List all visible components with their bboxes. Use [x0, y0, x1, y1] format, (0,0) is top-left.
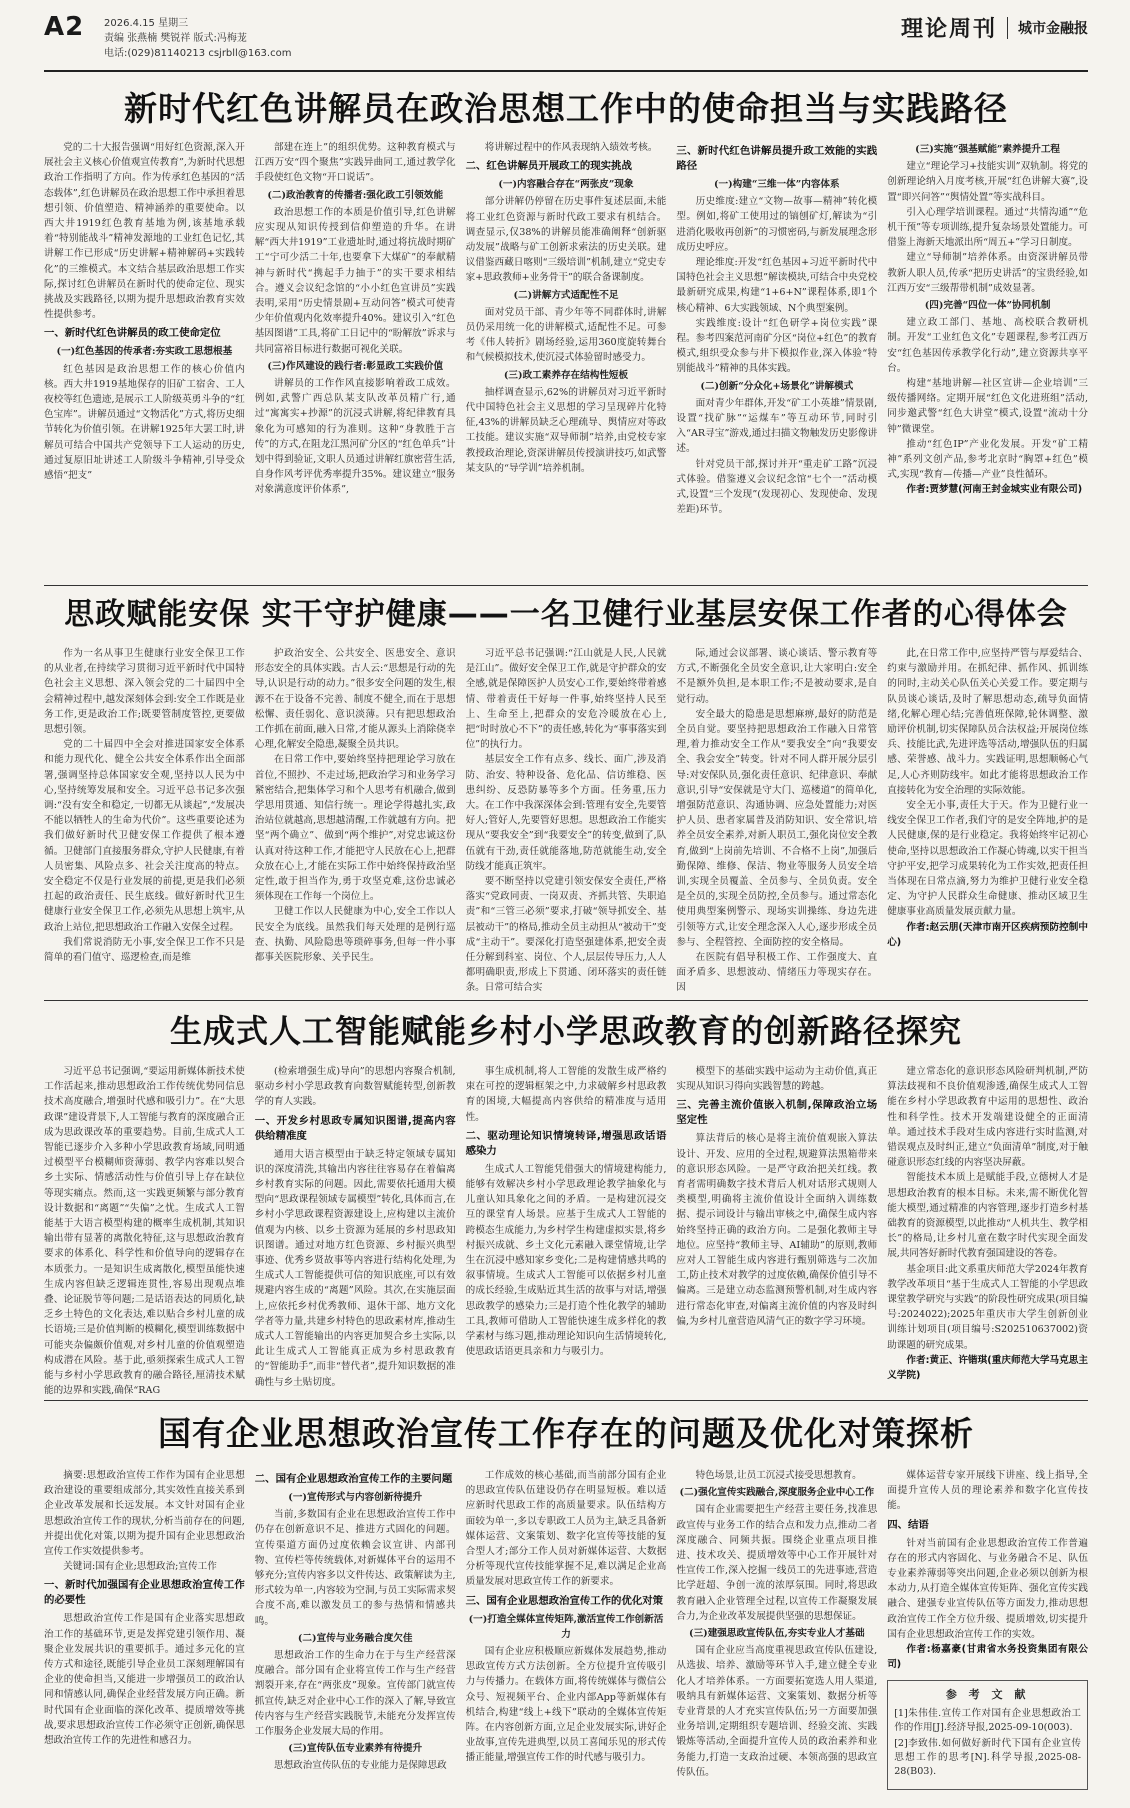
text-column [676, 646, 877, 996]
paragraph: 此,在日常工作中,应坚持严管与厚爱结合、约束与激励并用。在抓纪律、抓作风、抓训练的同时,主动关心队伍关心关爱工作。要定期与队员谈心谈话,及时了解思想动态,疏导负面情绪,化解心理心结;完善值班保障,轮休调整、激励评价机制,切实保障队员合法权益;开展岗位练兵、技能比武,先进评选等活动,增强队伍的归属感、荣誉感、战斗力。实践证明,思想顺畅心气足,人心齐则防线牢。如此才能将思想政治工作直接转化为安全治理的实际效能。 [887, 648, 1088, 796]
subsection-heading: (四)完善“四位一体”协同机制 [924, 300, 1051, 312]
page-header [44, 0, 1088, 72]
subsection-heading: (二)讲解方式适配性不足 [513, 289, 619, 301]
subsection-heading: (二)强化宣传实践融合,深度服务企业中心工作 [679, 1487, 875, 1499]
text-column [255, 1064, 456, 1398]
text-column [676, 1064, 877, 1398]
paragraph: 面对党员干部、青少年等不同群体时,讲解员仍采用统一化的讲解模式,适配性不足。可参考《伟人转折》剧场经验,运用360度旋转舞台和气候模拟技术,使沉浸式体验留时感受力。 [465, 306, 667, 364]
paragraph: 工作成效的核心基础,而当前部分国有企业的思政宣传队伍建设仍存在明显短板。难以适应新时代思政工作的高质量要求。队伍结构方面较为单一,多以专职政工人员为主,缺乏具备新媒体运营、文案策划、数字化宣传等技能的复合型人才;部分工作人员对新媒体运营、大数据分析等现代宣传技能掌握不足,难以满足企业高质量发展对思政宣传工作的新要求。 [465, 1470, 667, 1588]
subsection-heading: (三)建强思政宣传队伍,夯实专业人才基础 [689, 1628, 865, 1640]
subsection-heading: (一)红色基因的传承者:夯实政工思想根基 [56, 346, 233, 358]
text-column [676, 140, 877, 566]
text-column [44, 646, 245, 996]
section-heading: 二、红色讲解员开展政工的现实挑战 [465, 160, 632, 173]
contact-line: 电话:(029)81140213 csjrbll@163.com [104, 48, 292, 59]
author-line: 作者:贾梦慧(河南王封金城实业有限公司) [906, 484, 1083, 496]
text-column [676, 1468, 877, 1794]
article-security [44, 592, 1088, 992]
paragraph: 面对青少年群体,开发“矿工小英雄”情景剧,设置“找矿脉”“运煤车”等互动环节,同时引入“AR寻宝”游戏,通过扫描文物触发历史影像讲述。 [676, 397, 878, 455]
paragraph: 历史维度:建立“文物—故事—精神”转化模型。例如,将矿工使用过的镐刨矿灯,解读为“引进消化吸收再创新”的习惯密码,与新发展理念形成历史呼应。 [676, 196, 878, 253]
article-headline: 国有企业思想政治宣传工作存在的问题及优化对策探析 [158, 1414, 974, 1453]
subsection-heading: (一)宣传形式与内容创新待提升 [288, 1492, 423, 1503]
section-divider [44, 1400, 1088, 1401]
section-heading: 二、国有企业思想政治宣传工作的主要问题 [254, 1473, 453, 1485]
article-soe-propaganda [44, 1408, 1088, 1800]
article-headline: 思政赋能安保 实干守护健康——一名卫健行业基层安保工作者的心得体会 [64, 597, 1068, 632]
subsection-heading: (三)宣传队伍专业素养有待提升 [288, 1743, 423, 1755]
paragraph: 思想政治工作的生命力在于与生产经营深度融合。部分国有企业将宣传工作与生产经营割裂开来,存在“两张皮”现象。宣传部门就宣传抓宣传,缺乏对企业中心工作的深入了解,导致宣传内容与生产经营实践脱节,未能充分发挥宣传工作服务企业发展大局的作用。 [254, 1650, 456, 1738]
paragraph: 引入心理学培训课程。通过“共情沟通”“危机干预”等专项训练,提升复杂场景处置能力。可借鉴上海新天地派出所“周五+”学习日制度。 [887, 206, 1088, 249]
paragraph: 针对当前国有企业思想政治宣传工作普遍存在的形式内容固化、与业务融合不足、队伍专业素养薄弱等突出问题,企业必须以创新为根本动力,从打造全媒体宣传矩阵、强化宣传实践融合、建强专业宣传队伍等方面发力,推动思想政治宣传工作全方位升级、提质增效,切实提升国有企业思想政治宣传工作的实效。 [887, 1537, 1088, 1640]
paragraph: 部建在连上”的组织优势。这种教育模式与江西万安“四个聚焦”实践异曲同工,通过教学化手段使红色文物“开口说话”。 [254, 142, 456, 184]
brand-divider [1007, 17, 1008, 39]
paragraph: 政治思想工作的本质是价值引导,红色讲解应实现从知识传授到信仰塑造的升华。在讲解“西大井1919”工业遗址时,通过将抗战时期矿工“宁可少活二十年,也要拿下大煤矿”的奉献精神与新时代“携起手力抽于”的实干要求相结合。遵义会议纪念馆的“小小红色宣讲员”实践表明,采用“历史情景剧+互动问答”模式可使青少年价值观内化效率提升40%。建议引入“红色基因图谱”工具,将矿工日记中的“盼解放”诉求与共同富裕目标进行数据可视化关联。 [254, 206, 456, 355]
date-line: 2026.4.15 星期三 [104, 18, 189, 29]
section-heading: 四、结语 [887, 1518, 929, 1531]
paragraph: 将讲解过程中的作风表现纳入绩效考核。 [484, 142, 658, 153]
text-column [44, 140, 245, 566]
paragraph: 党的二十大报告强调“用好红色资源,深入开展社会主义核心价值观宣传教育”,为新时代思想政治工作指明了方向。作为传承红色基因的“活态载体”,红色讲解员在政治思想工作中承担着思想引领、价值塑造、精神涵养的重要使命。以西大井1919红色教育基地为例,该基地承载着“特别能战斗”精神发源地的工业红色记忆,其讲解工作已形成“历史讲解+精神解码+实践转化”的三维模式。本文结合基层政治思想工作实际,探讨红色讲解员在新时代的使命定位、现实挑战及实践路径,以期为提升思想政治教育实效性提供参考。 [44, 142, 245, 321]
paragraph: 媒体运营专家开展线下讲座、线上指导,全面提升宣传人员的理论素养和数字化宣传技能。 [887, 1470, 1088, 1512]
text-column [466, 1064, 667, 1398]
text-column [887, 646, 1088, 996]
abstract: 摘要:思想政治宣传工作作为国有企业思想政治建设的重要组成部分,其实效性直接关系到企业改革发展和长远发展。本文针对国有企业思想政治宣传工作的现状,分析当前存在的问题,并提出优化对策,以期为提升国有企业思想政治宣传工作实效提供参考。 [44, 1470, 245, 1558]
subsection-heading: (三)实施“强基赋能”素养提升工程 [915, 144, 1061, 155]
paragraph: 国有企业应当高度重视思政宣传队伍建设,从选拔、培养、激励等环节入手,建立健全专业化人才培养体系。一方面要拓宽选人用人渠道,吸纳具有新媒体运营、文案策划、数据分析等专业背景的人才充实宣传队伍;另一方面要加强业务培训,定期组织专题培训、经验交流、实践锻炼等活动,全面提升宣传人员的政治素养和业务能力,打造一支政治过硬、本领高强的思政宣传队伍。 [676, 1645, 878, 1778]
author-line: 作者:赵云朋(天津市南开区疾病预防控制中心) [887, 921, 1088, 948]
paragraph: 抽样调查显示,62%的讲解员对习近平新时代中国特色社会主义思想的学习呈现碎片化特征,43%的讲解员缺乏心理疏导、舆情应对等政工技能。建议实施“双导师制”培养,由党校专家教授政治理论,资深讲解员传授演讲技巧,如武警某支队的“导学训”培养机制。 [465, 386, 667, 474]
paragraph: 建立“导师制”培养体系。由资深讲解员带教新人职人员,传承“把历史讲活”的宝贵经验,如江西万安“三级帮带机制”成效显著。 [887, 252, 1088, 294]
subsection-heading: (一)构建“三维一体”内容体系 [713, 179, 840, 190]
paragraph: 理论维度:开发“红色基因+习近平新时代中国特色社会主义思想”解读模块,可结合中央党校最新研究成果,构建“1+6+N”课程体系,即1个核心精神、6大实践领域、N个典型案例。 [676, 257, 878, 314]
paragraph: 际,通过会议部署、谈心谈话、警示教育等方式,不断强化全员安全意识,让大家明白:安全不是额外负担,是本职工作;不是被动要求,是自觉行动。 [676, 648, 878, 705]
text-column [887, 1468, 1088, 1794]
text-column [255, 140, 456, 566]
author-line: 作者:黄正、许锴琪(重庆师范大学马克思主义学院) [887, 1354, 1088, 1382]
paragraph: 建立“理论学习+技能实训”双轨制。将党的创新理论纳入月度考核,开展“红色讲解大赛”,设置“即兴问答”“舆情处置”等实战科目。 [887, 161, 1088, 203]
paragraph: 智能技术本质上是赋能手段,立德树人才是思想政治教育的根本目标。未来,需不断优化智能大模型,通过精准的内容管理,逐步打造乡村基础教育的资源模型,以此推动“人机共生、教学相长”的格局,让乡村儿童在数字时代实现全面发展,共同答好新时代教育强国建设的答卷。 [887, 1172, 1088, 1260]
paragraph: 建立常态化的意识形态风险研判机制,严防算法歧视和不良价值观渗透,确保生成式人工智能在乡村小学思政教育中运用的思想性、政治性和科学性。技术开发端建设健全的正面清单。通过技术手段对生成内容进行实时监测,对错误观点及时纠正,建立“负面清单”制度,对于触碰意识形态红线的内容坚决屏蔽。 [887, 1066, 1088, 1169]
paragraph: 思想政治宣传工作是国有企业落实思想政治工作的基础环节,更是发挥党建引领作用、凝聚企业发展共识的重要抓手。通过多元化的宣传方式和途径,既能引导企业员工深刻理解国有企业的使命担当,又能进一步增强员工的政治认同和情感认同,确保企业经营发展方向正确。新时代国有企业面临的深化改革、提质增效等挑战,要求思想政治宣传工作必须守正创新,确保思想政治宣传工作的先进性和感召力。 [44, 1613, 245, 1747]
section-heading: 三、国有企业思想政治宣传工作的优化对策 [465, 1594, 664, 1607]
subsection-heading: (二)创新“分众化+场景化”讲解模式 [700, 380, 854, 392]
paragraph: 习近平总书记强调:“江山就是人民,人民就是江山”。做好安全保卫工作,就是守护群众的安全感,就是保障医护人员安心工作,要始终带着感情、带着责任干好每一件事,始终坚持人民至上、生命至上,把群众的安危冷暖放在心上,把“时时放心不下”的责任感,转化为“事事落实到位”的执行力。 [465, 648, 667, 751]
page-number: A2 [44, 12, 85, 42]
article-ai-education [44, 1006, 1088, 1397]
section-heading: 一、新时代加强国有企业思想政治宣传工作的必要性 [44, 1579, 245, 1607]
paragraph: 作为一名从事卫生健康行业安全保卫工作的从业者,在持续学习贯彻习近平新时代中国特色社会主义思想、深入领会党的二十届四中全会精神过程中,越发深刻体会到:安全工作既是业务工作,更是政治工作;既要管制度管控,更要做思想引领。 [44, 648, 245, 736]
subsection-heading: (一)内容融合存在“两张皮”现象 [498, 179, 634, 191]
text-column [466, 140, 667, 566]
reference-item: [1]朱伟佳.宣传工作对国有企业思想政治工作的作用[J].经济导报,2025-09-10(003). [894, 1707, 1081, 1733]
paragraph: 讲解员的工作作风直接影响着政工成效。例如,武警广西总队某支队改革员精广行,通过“寓寓实+抄源”的沉浸式讲解,将纪律教育具象化为可感知的行为准则。这种“身教胜于言传”的方式,在阻龙江黑河矿分区的“红色单兵”计划中得到验证,文职人员通过讲解红旗密营生活,自身作风考评优秀率提升35%。建议建立“服务对象满意度评价体系”, [254, 378, 456, 496]
paragraph: (检索增强生成)导向”的思想内容聚合机制,驱动乡村小学思政教育向数智赋能转型,创新教学的育人实践。 [254, 1066, 456, 1108]
paper-name: 城市金融报 [1018, 20, 1088, 37]
paragraph: 推动“红色IP”产业化发展。开发“矿工精神”系列文创产品,参考北京时“胸罩+红色”模式,实现“教育—传播—产业”良性循环。 [887, 438, 1088, 481]
paragraph: 我们常说消防无小事,安全保卫工作不只是简单的看门值守、巡逻检查,而是维 [44, 936, 245, 964]
brand-block [901, 12, 1088, 43]
text-column [887, 1064, 1088, 1398]
references-title: 参 考 文 献 [945, 1688, 1030, 1702]
paragraph: 部分讲解仍停留在历史事件复述层面,未能将工业红色资源与新时代政工要求有机结合。调查显示,仅38%的讲解员能准确阐释“创新驱动发展”战略与矿工创新求索法的历史关联。建议借鉴西藏日喀则“三级培训”机制,建立“党史专家+思政教师+业务骨干”的联合备课制度。 [465, 196, 667, 284]
paragraph: 事生成机制,将人工智能的发散生成严格约束在可控的逻辑框架之中,力求破解乡村思政教育的困境,大幅提高内容供给的精准度与适用性。 [465, 1066, 667, 1123]
paragraph: 在日常工作中,要始终坚持把理论学习放在首位,不照抄、不走过场,把政治学习和业务学习紧密结合,把集体学习和个人思考有机融合,做到学思用贯通、知信行统一。理论学得越扎实,政治站位就越高,思想越清醒,工作就越有方向。把坚“两个确立”、做到“两个维护”,对党忠诚这份认真对待这种工作,才能把守人民放在心上,把群众放在心上,才能在实际工作中始终保持政治坚定性,敢于担当作为,勇于攻坚克难,这份忠诚必须体现在工作每一个岗位上。 [254, 754, 456, 903]
text-column [887, 140, 1088, 566]
author-line: 作者:杨嘉豪(甘肃省水务投资集团有限公司) [887, 1644, 1088, 1671]
paragraph: 特色场景,让员工沉浸式接受思想教育。 [695, 1470, 862, 1481]
paragraph: 国有企业应积极顺应新媒体发展趋势,推动思政宣传方式方法创新。全方位提升宣传吸引力与传播力。在载体方面,将传统媒体与微信公众号、短视频平台、企业内部App等新媒体有机结合,构建“线上+线下”联动的全媒体宣传矩阵。在内容创新方面,立足企业发展实际,讲好企业故事,宣传先进典型,以员工喜闻乐见的形式传播正能量,增强宣传工作的时代感与吸引力。 [465, 1646, 667, 1764]
section-divider [44, 585, 1088, 586]
article-headline: 生成式人工智能赋能乡村小学思政教育的创新路径探究 [169, 1012, 962, 1050]
paragraph: 通用大语言模型由于缺乏特定领域专属知识的深度清洗,其输出内容往往容易存在着偏离乡村教育实际的问题。因此,需要依托通用大模型向“思政课程领域专属模型”转化,具体而言,在乡村小学思政课程资源建设上,应构建以主流价值观为内核、以乡土资源为延展的乡村思政知识图谱。通过对地方红色资源、乡村振兴典型事迹、优秀乡贤故事等内容进行结构化处理,为生成式人工智能提供可信的知识底座,可以有效规避内容生成的“离题”风险。其次,在实施层面上,应依托乡村优秀教师、退休干部、地方文化学者等力量,共建乡村特色的思政素材库,推动生成式人工智能输出的内容更加契合乡土实际,以此让生成式人工智能真正成为乡村思政教育的“智能助手”,而非“替代者”,提升知识数据的准确性与乡土贴切度。 [254, 1148, 456, 1388]
paragraph: 在医院有倡导积极工作、工作强度大、直面矛盾多、思想波动、情绪压力等现实存在。因 [676, 952, 878, 994]
masthead-meta [104, 16, 291, 61]
paragraph: 当前,多数国有企业在思想政治宣传工作中仍存在创新意识不足、推进方式固化的问题。宣传渠道方面仍过度依赖会议宣讲、内部刊物、宣传栏等传统载体,对新媒体平台的运用不够充分;宣传内容多以文件传达、政策解读为主,形式较为单一,内容较为空洞,与员工实际需求契合度不高,难以激发员工的参与热情和情感共鸣。 [254, 1509, 456, 1627]
paragraph: 党的二十届四中全会对推进国家安全体系和能力现代化、健全公共安全体系作出全面部署,强调坚持总体国家安全观,坚持以人民为中心,坚持统筹发展和安全。习近平总书记多次强调:“没有安全和稳定,一切都无从谈起”,“发展决不能以牺牲人的生命为代价”。这些重要论述为我们做好新时代卫健安保工作提供了根本遵循。卫健部门直接服务群众,守护人民健康,有着人员密集、风险点多、社会关注度高的特点。安全稳定不仅是行业发展的前提,更是我们必须扛起的政治责任、民生底线。做好新时代卫生健康行业安全保卫工作,必须先从思想上筑牢,从政治上站位,把思想政治工作融入安保全过程。 [44, 739, 245, 933]
article-columns [44, 140, 1088, 566]
subsection-heading: (三)作风建设的践行者:彰显政工实践价值 [267, 360, 444, 372]
paragraph: 算法背后的核心是将主流价值观嵌入算法设计、开发、应用的全过程,规避算法黑箱带来的意识形态风险。一是严守政治把关红线。教育者需明确数字技术背后人机对话形式规则人类模型,明确将主流价值设计全面纳入训练数据、提示词设计与输出审核之中,确保生成内容始终坚持正确的政治方向。二是强化教师主导地位。应坚持“教师主导、AI辅助”的原则,教师应对人工智能生成内容进行甄别筛选与二次加工,防止技术对教学的过度依赖,确保价值引导不偏离。三是建立动态监测预警机制,对生成内容进行常态化审查,对偏离主流价值的内容及时纠偏,为乡村儿童营造风清气正的数字学习环境。 [676, 1133, 878, 1327]
reference-item: [2]李致伟.如何做好新时代下国有企业宣传思想工作的思考[N].科学导报,2025-08-28(B03). [894, 1737, 1081, 1777]
section-heading: 三、新时代红色讲解员提升政工效能的实践路径 [676, 145, 878, 172]
text-column [255, 1468, 456, 1794]
text-column [44, 1468, 245, 1794]
subsection-heading: (二)政治教育的传播者:强化政工引领效能 [267, 189, 444, 201]
article-red-guide [44, 86, 1088, 574]
paragraph: 卫健工作以人民健康为中心,安全工作以人民安全为底线。虽然我们每天处理的是例行巡查、执勤、风险隐患等琐碎事务,但每一件小事都事关医院形象、关乎民生。 [254, 906, 456, 964]
article-columns [44, 646, 1088, 994]
paragraph: 模型下的基础实践中运动为主动价值,真正实现从知识习得向实践智慧的跨越。 [676, 1066, 878, 1093]
paragraph: 护政治安全、公共安全、医患安全、意识形态安全的具体实践。古人云:“思想是行动的先导,认识是行动的动力。”很多安全问题的发生,根源不在于设备不完善、制度不健全,而在于思想松懈、责任弱化、意识淡薄。只有把思想政治工作抓在前面,融入日常,才能从源头上消除侥幸心理,化解安全隐患,凝聚全员共识。 [254, 648, 456, 751]
references-box [887, 1680, 1088, 1789]
section-heading: 三、完善主流价值嵌入机制,保障政治立场坚定性 [676, 1099, 878, 1127]
subsection-heading: (二)宣传与业务融合度欠佳 [297, 1632, 413, 1644]
keywords: 关键词:国有企业;思想政治;宣传工作 [63, 1561, 217, 1573]
article-headline: 新时代红色讲解员在政治思想工作中的使命担当与实践路径 [124, 89, 1008, 128]
text-column [255, 646, 456, 996]
section-heading: 二、驱动理论知识情境转译,增强思政话语感染力 [465, 1129, 667, 1157]
text-column [466, 646, 667, 996]
paragraph: 习近平总书记强调,“要运用新媒体新技术使工作活起来,推动思想政治工作传统优势同信息技术高度融合,增强时代感和吸引力”。在“大思政课”建设背景下,人工智能与教育的深度融合正成为思政课改革的重要趋势。目前,生成式人工智能已逐步介入多种小学思政教育场域,同明通过模型平台模糊师资薄弱、教学内容难以契合乡土实际、情感活动性与价值引导上存在缺位等现实痛点。然而,这一实践更频繁与部分教育设计数据和“离题”“失偏”之忧。生成式人工智能基于大语言模型构建的概率生成机制,其知识输出带有显著的离散化特征,这与思想政治教育要求的体系化、科学性和价值导向的逻辑存在本质张力。一是知识生成离散化,模型虽能快速生成内容但缺乏逻辑连贯性,容易出现观点堆叠、论证脱节等问题;二是话语表达的同质化,缺乏乡土特色的文化表达,难以贴合乡村儿童的成长语境;三是价值判断的模糊化,模型训练数据中可能夹杂偏颇价值观,对乡村儿童的价值观塑造构成潜在风险。基于此,亟须探索生成式人工智能与乡村小学思政教育的融合路径,厘清技术赋能的边界和实践,确保“RAG [44, 1066, 245, 1397]
paragraph: 建立政工部门、基地、高校联合教研机制。开发“工业红色文化”专题课程,参考江西万安“红色基因传承教学化行动”,建立资源共享平台。 [887, 317, 1088, 374]
paragraph: 要不断坚持以党建引领安保安全责任,严格落实“党政同责、一岗双责、齐抓共管、失职追责”和“三管三必须”要求,打破“领导抓安全、基层被动干”的格局,推动全员主动担从“被动干”变成“主动干”。要深化打造坚强建体系,把安全责任分解到科室、岗位、个人,层层传导压力,人人都明确职责,形成上下贯通、闭环落实的责任链条。日常可结合实 [465, 876, 667, 994]
paragraph: 实践维度:设计“红色研学+岗位实践”课程。参考四案范河南矿分区“岗位+红色”的教育模式,组织受众参与井下模拟作业,深入体验“特别能战斗”精神的具体实践。 [676, 317, 878, 375]
section-heading: 一、开发乡村思政专属知识图谱,提高内容供给精准度 [254, 1114, 456, 1142]
section-title: 理论周刊 [900, 17, 997, 42]
section-divider [44, 1000, 1088, 1001]
section-heading: 一、新时代红色讲解员的政工使命定位 [44, 327, 221, 340]
paragraph: 安全无小事,责任大于天。作为卫健行业一线安全保卫工作者,我们守的是安全阵地,护的是人民健康,保的是行业稳定。我将始终牢记初心使命,坚持以思想政治工作凝心铸魂,以实干担当守护平安,把学习成果转化为工作实效,把责任担当体现在日常点滴,努力为维护卫健行业安全稳定、为守护人民群众生命健康、推动区域卫生健康事业高质量发展贡献力量。 [887, 800, 1088, 918]
paragraph: 生成式人工智能凭借强大的情境建构能力,能够有效解决乡村小学思政理论教学抽象化与儿童认知具象化之间的矛盾。一是构建沉浸交互的课堂育人场景。应基于生成式人工智能的跨模态生成能力,为乡村学生构建虚拟实景,将乡村振兴成就、乡土文化元素融入课堂情境,让学生在沉浸中感知家乡变化;二是构建情感共鸣的叙事情境。生成式人工智能可以依据乡村儿童的成长经验,生成贴近其生活的故事与对话,增强思政教学的感染力;三是打造个性化教学的辅助工具,教师可借助人工智能快速生成多样化的教学素材与练习题,推动理论知识向生活情境转化,使思政话语更具亲和力与吸引力。 [465, 1163, 667, 1358]
staff-line: 责编 张燕楠 樊锐祥 版式:冯梅茏 [104, 33, 247, 44]
article-columns [44, 1064, 1088, 1397]
text-column [44, 1064, 245, 1398]
text-column [466, 1468, 667, 1794]
subsection-heading: (三)政工素养存在结构性短板 [503, 369, 629, 381]
paragraph: 安全最大的隐患是思想麻痹,最好的防范是全员自觉。要坚持把思想政治工作融入日常管理,着力推动安全工作从“要我安全”向“我要安全、我会安全”转变。针对不同人群开展分层引导:对安保队员,强化责任意识、纪律意识、奉献意识,引导“安保就是守大门、巡楼道”的简单化,增强防范意识、沟通协调、应急处置能力;对医护人员、患者家属普及消防知识、安全常识,培养全员安全素养,对新人职员工,强化岗位安全教育,做到“上岗前先培训、不合格不上岗”,加强后勤保障、维修、保洁、物业等服务人员安全培训,实现全员覆盖、全员参与、全员负责。安全是全员的,实现全员防控,全员参与。通过常态化使用典型案例警示、现场实训操练、身边先进引领等方式,让安全理念深入人心,逐步形成全员参与、全程管控、全面防控的安全格局。 [676, 708, 878, 948]
subsection-heading: (一)打造全媒体宣传矩阵,激活宣传工作创新活力 [468, 1613, 664, 1640]
paragraph: 基金项目:此文系重庆师范大学2024年教育教学改革项目“基于生成式人工智能的小学思政课堂教学研究与实践”的阶段性研究成果(项目编号:2024022);2025年重庆市大学生创新创业训练计划项目(项目编号:S202510637002)资助课题的研究成果。 [887, 1263, 1088, 1351]
paragraph: 国有企业需要把生产经营主要任务,找准思政宣传与业务工作的结合点和发力点,推动二者深度融合、同频共振。围绕企业重点项目推进、技术攻关、提质增效等中心工作开展针对性宣传工作,深入挖掘一线员工的先进事迹,营造比学赶超、争创一流的浓厚氛围。同时,将思政教育融入企业管理全过程,以宣传工作凝聚发展合力,为企业改革发展提供坚强的思想保证。 [676, 1504, 878, 1622]
paragraph: 思想政治宣传队伍的专业能力是保障思政 [273, 1760, 447, 1772]
paragraph: 红色基因是政治思想工作的核心价值内核。西大井1919基地保存的旧矿工宿舍、工人夜校等红色遗迹,是展示工人阶级英勇斗争的“红色宝库”。讲解员通过“文物活化”方式,将历史细节转化为价值引领。在讲解1925年大罢工时,讲解员可结合中国共产党领导下工人运动的历史,通过复原旧址讲述工人阶级斗争精神,引导受众感悟“把支” [44, 363, 245, 482]
paragraph: 构建“基地讲解—社区宣讲—企业培训”三级传播网络。定期开展“红色文化进班组”活动,同步邀武警“红色大讲堂”模式,设置“流动十分钟”微课堂。 [887, 378, 1088, 435]
paragraph: 基层安全工作有点多、线长、面广,涉及消防、治安、特种设备、危化品、信访维稳、医患纠纷、反恐防暴等多个方面。任务重,压力大。在工作中我深深体会到:管理有安全,先要管好人;管好人,先要管好思想。思想政治工作能实现从“要我安全”到“我要安全”的转变,做到了,队伍就有干劲,责任就能落地,防范就能生动,安全防线才能真正筑牢。 [465, 754, 667, 872]
article-columns [44, 1468, 1088, 1794]
paragraph: 针对党员干部,探讨并开“重走矿工路”沉浸式体验。借鉴遵义会议纪念馆“七个一”活动模式,设置“三个发现”(发现初心、发现使命、发现差距)环节。 [676, 458, 878, 516]
